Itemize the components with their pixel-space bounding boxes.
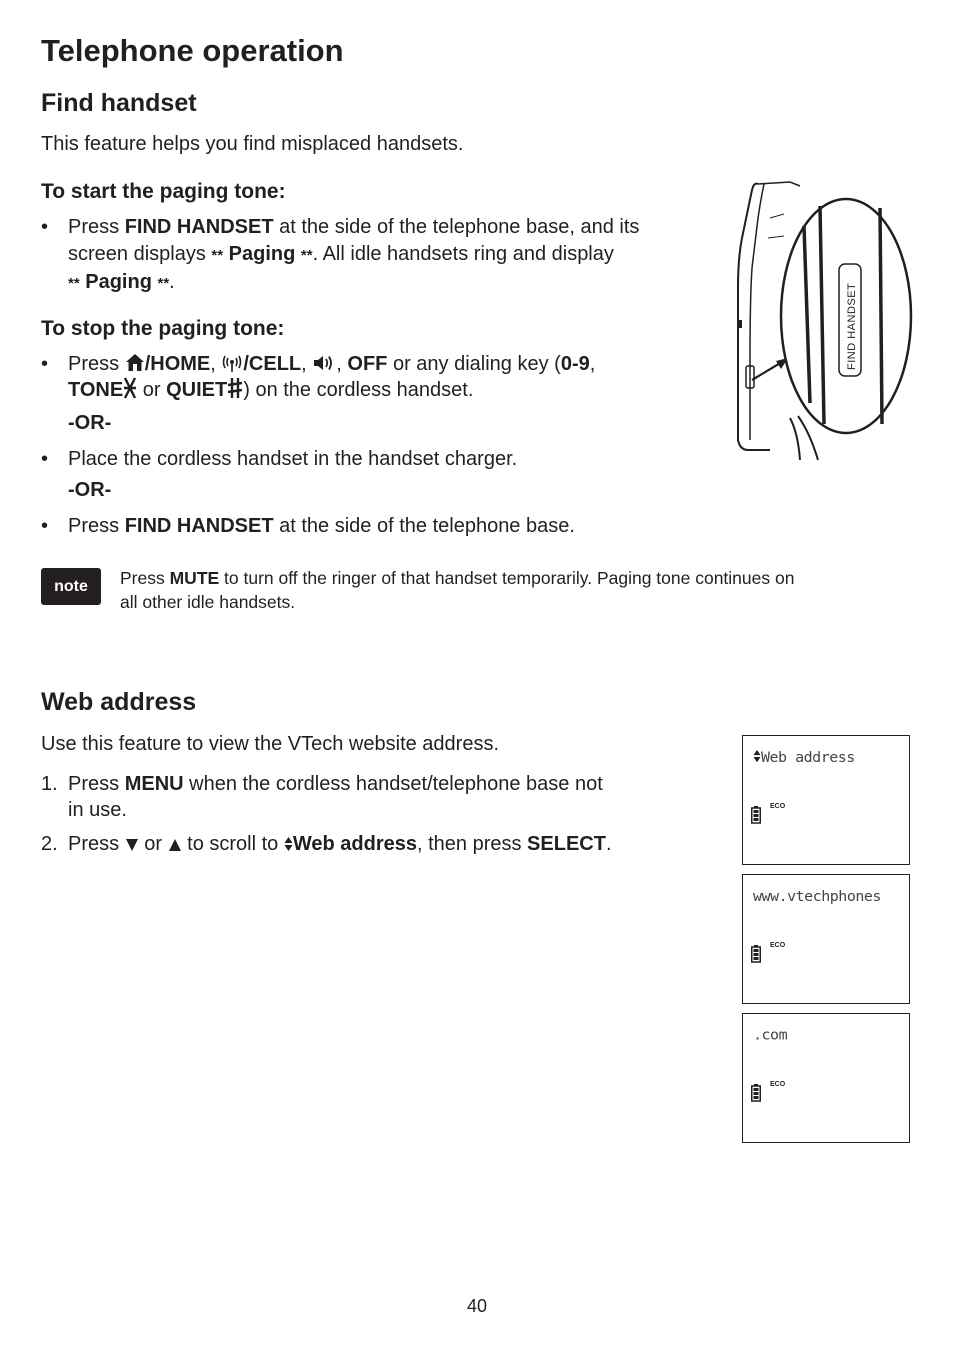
lcd-screen-web-address bbox=[742, 735, 910, 865]
lcd-line: .com bbox=[753, 1026, 788, 1044]
page-title: Telephone operation bbox=[41, 33, 344, 68]
lcd-screen-com bbox=[742, 1013, 910, 1143]
battery-icon bbox=[751, 945, 761, 963]
bullet-marker: • bbox=[41, 353, 49, 375]
eco-indicator: ECO bbox=[770, 942, 786, 949]
web-address-heading: Web address bbox=[41, 688, 197, 716]
base-body-outline bbox=[738, 184, 770, 450]
tone-star-icon bbox=[123, 377, 137, 399]
cell-icon bbox=[221, 353, 243, 373]
find-handset-heading: Find handset bbox=[41, 89, 197, 117]
find-handset-button-label: FIND HANDSET bbox=[846, 282, 858, 370]
bullet-marker: • bbox=[41, 515, 49, 537]
quiet-pound-icon bbox=[227, 377, 243, 399]
speaker-icon bbox=[312, 353, 336, 373]
lcd-line: Web address bbox=[753, 748, 855, 765]
lcd-screen-www bbox=[742, 874, 910, 1004]
find-handset-intro: This feature helps you find misplaced handsets. bbox=[41, 133, 464, 155]
bullet-marker: • bbox=[41, 216, 49, 238]
page-number: 40 bbox=[466, 1296, 488, 1316]
or-separator: -OR- bbox=[68, 412, 112, 434]
telephone-base-illustration bbox=[730, 178, 920, 464]
start-paging-heading: To start the paging tone: bbox=[41, 180, 286, 203]
home-icon bbox=[125, 353, 145, 373]
scroll-updown-icon bbox=[753, 748, 761, 763]
battery-icon bbox=[751, 806, 761, 824]
scroll-updown-icon bbox=[284, 835, 293, 853]
note-badge: note bbox=[41, 568, 101, 605]
eco-indicator: ECO bbox=[770, 803, 786, 810]
down-arrow-icon bbox=[125, 835, 139, 853]
stop-paging-heading: To stop the paging tone: bbox=[41, 317, 285, 340]
battery-icon bbox=[751, 1084, 761, 1102]
up-arrow-icon bbox=[168, 835, 182, 853]
bullet-marker: • bbox=[41, 448, 49, 470]
web-address-intro: Use this feature to view the VTech website address. bbox=[41, 733, 500, 755]
note-text: Press MUTE to turn off the ringer of that handset temporarily. Paging tone continues on all other idle handsets. bbox=[120, 568, 795, 612]
or-separator: -OR- bbox=[68, 479, 112, 501]
lcd-line: www.vtechphones bbox=[753, 887, 881, 905]
step-number: 1. bbox=[41, 773, 58, 795]
eco-indicator: ECO bbox=[770, 1081, 786, 1088]
step-number: 2. bbox=[41, 833, 58, 855]
